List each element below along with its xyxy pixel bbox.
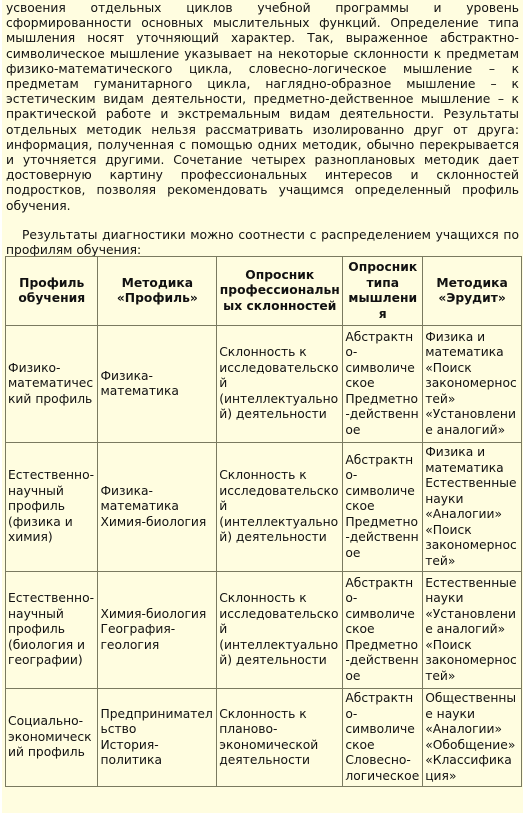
cell-erudite: Физика и математика «Поиск закономерностей» «Установление аналогий»	[423, 326, 522, 443]
cell-profile: Естественно-научный профиль (биология и географии)	[6, 572, 98, 689]
cell-thinking: Абстрактно-символическое Словесно-логическое	[343, 689, 423, 787]
cell-method: Физика-математика	[98, 326, 217, 443]
cell-thinking: Абстрактно-символическое Предметно-действенное	[343, 443, 423, 572]
cell-inclination: Склонность к исследовательской (интеллектуальной) деятельности	[217, 326, 343, 443]
profiles-table	[5, 256, 522, 787]
cell-method: Химия-биология География-геология	[98, 572, 217, 689]
table-row	[6, 689, 522, 787]
cell-profile: Естественно-научный профиль (физика и химия)	[6, 443, 98, 572]
header-profile: Профиль обучения	[6, 257, 98, 326]
header-professional-inclinations: Опросник профессиональных склонностей	[217, 257, 343, 326]
header-method-erudite: Методика «Эрудит»	[423, 257, 522, 326]
table-row	[6, 443, 522, 572]
cell-erudite: Естественные науки «Установление аналогий» «Поиск закономерностей»	[423, 572, 522, 689]
cell-inclination: Склонность к планово-экономической деятельности	[217, 689, 343, 787]
cell-erudite: Общественные науки «Аналогии» «Обобщение» «Классификация»	[423, 689, 522, 787]
table-row	[6, 572, 522, 689]
cell-profile: Социально-экономический профиль	[6, 689, 98, 787]
document-page	[2, 0, 523, 813]
header-thinking-type: Опросник типа мышления	[343, 257, 423, 326]
cell-method: Предпринимательство История-политика	[98, 689, 217, 787]
intro-paragraph: усвоения отдельных циклов учебной программы и уровень сформированности основных мыслительных функций. Определение типа мышления носят уточняющий характер. Так, выраженное абстрактно-символическое мышление указывает на некоторые склонности к предметам физико-математического цикла, словесно-логическое мышление – к предметам гуманитарного цикла, наглядно-образное мышление – к эстетическим видам деятельности, предметно-действенное мышление – к практической работе и экстремальным видам деятельности. Результаты отдельных методик нельзя рассматривать изолированно друг от друга: информация, полученная с помощью одних методик, обычно перекрывается и уточняется другими. Сочетание четырех разноплановых методик дает достоверную картину профессиональных интересов и склонностей подростков, позволяя рекомендовать учащимся определенный профиль обучения.	[6, 1, 519, 213]
cell-thinking: Абстрактно-символическое Предметно-действенное	[343, 326, 423, 443]
cell-method: Физика-математика Химия-биология	[98, 443, 217, 572]
header-method-profile: Методика «Профиль»	[98, 257, 217, 326]
cell-inclination: Склонность к исследовательской (интеллектуальной) деятельности	[217, 572, 343, 689]
table-header-row	[6, 257, 522, 326]
cell-thinking: Абстрактно-символическое Предметно-действенное	[343, 572, 423, 689]
table-row	[6, 326, 522, 443]
cell-erudite: Физика и математика Естественные науки «Аналогии» «Поиск закономерностей»	[423, 443, 522, 572]
results-paragraph: Результаты диагностики можно соотнести с распределением учащихся по профилям обучения:	[6, 227, 519, 258]
cell-inclination: Склонность к исследовательской (интеллектуальной) деятельности	[217, 443, 343, 572]
cell-profile: Физико-математический профиль	[6, 326, 98, 443]
